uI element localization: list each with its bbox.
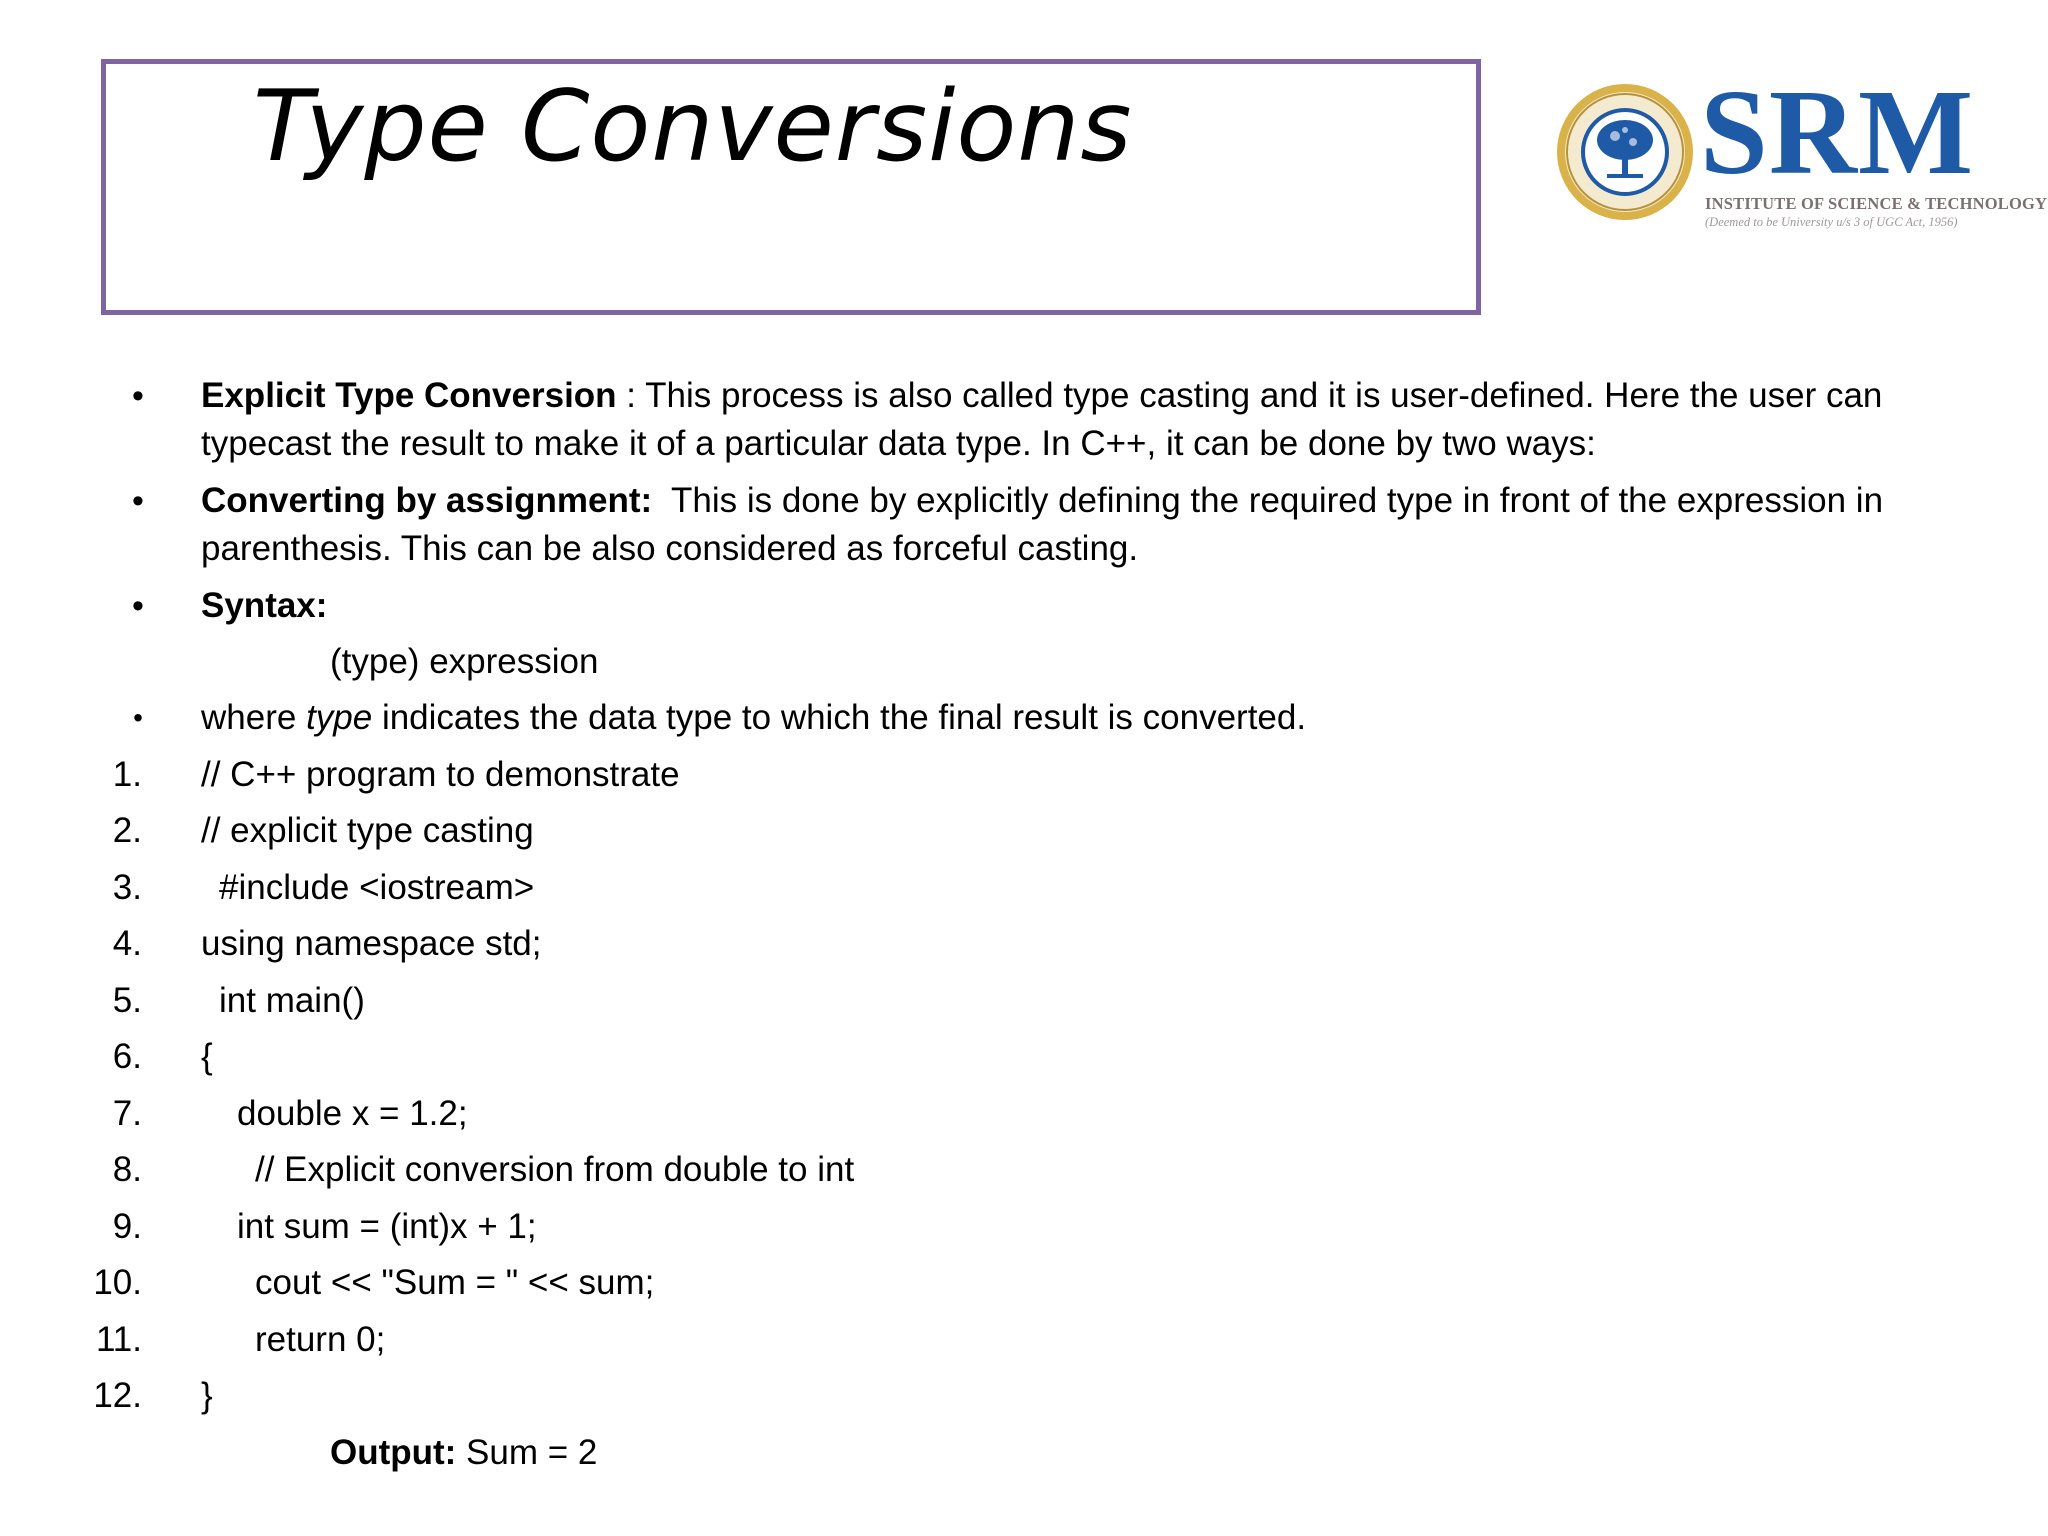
slide-title: Type Conversions bbox=[253, 70, 1133, 184]
bullet-dot: • bbox=[133, 702, 143, 733]
line-number: 1. bbox=[112, 755, 142, 794]
line-number: 9. bbox=[112, 1207, 142, 1246]
university-seal-icon bbox=[1555, 82, 1695, 222]
bullet-body: : This process is also called type casting and it is user-defined. Here the user can typecast the result to make it of a particular data type. In C++, it can be done by two ways: bbox=[201, 376, 1883, 463]
bullet-text bbox=[201, 477, 1941, 573]
bullet-post: indicates the data type to which the final result is converted. bbox=[372, 698, 1307, 737]
bullet-text bbox=[201, 372, 1941, 468]
bullet-text bbox=[201, 694, 1921, 742]
code-text: } bbox=[201, 1376, 213, 1415]
code-text: using namespace std; bbox=[201, 924, 542, 963]
line-number: 5. bbox=[112, 981, 142, 1020]
logo-wordmark: SRM bbox=[1700, 65, 1975, 200]
bullet-pre: where bbox=[201, 698, 307, 737]
bullet-term: Converting by assignment: bbox=[201, 481, 653, 520]
bullet-term: Syntax: bbox=[201, 586, 328, 625]
srm-logo bbox=[1555, 65, 2048, 238]
bullet-dot: • bbox=[132, 587, 144, 625]
logo-subtitle: INSTITUTE OF SCIENCE & TECHNOLOGY bbox=[1705, 194, 2048, 213]
syntax-line: (type) expression bbox=[330, 642, 599, 681]
line-number: 6. bbox=[112, 1037, 142, 1076]
logo-tagline: (Deemed to be University u/s 3 of UGC Act, 1956) bbox=[1705, 215, 1958, 229]
code-text: double x = 1.2; bbox=[237, 1094, 468, 1133]
code-text: // Explicit conversion from double to int bbox=[255, 1150, 855, 1189]
line-number: 2. bbox=[112, 811, 142, 850]
bullet-italic: type bbox=[306, 698, 373, 737]
bullet-term: Explicit Type Conversion bbox=[201, 376, 617, 415]
code-text: int sum = (int)x + 1; bbox=[237, 1207, 537, 1246]
line-number: 10. bbox=[93, 1263, 142, 1302]
line-number: 8. bbox=[112, 1150, 142, 1189]
code-text: #include <iostream> bbox=[219, 868, 535, 907]
bullet-dot: • bbox=[132, 377, 144, 415]
output bbox=[330, 1429, 597, 1477]
code-text: // explicit type casting bbox=[201, 811, 534, 850]
output-value: Sum = 2 bbox=[456, 1433, 598, 1472]
code-text: int main() bbox=[219, 981, 365, 1020]
line-number: 12. bbox=[93, 1376, 142, 1415]
code-text: // C++ program to demonstrate bbox=[201, 755, 680, 794]
code-text: { bbox=[201, 1037, 213, 1076]
output-label: Output: bbox=[330, 1433, 457, 1472]
bullet-body: This is done by explicitly defining the required type in front of the expression in parenthesis. This can be also considered as forceful casting. bbox=[201, 481, 1893, 568]
bullet-dot: • bbox=[132, 482, 144, 520]
line-number: 7. bbox=[112, 1094, 142, 1133]
line-number: 11. bbox=[95, 1320, 142, 1359]
line-number: 4. bbox=[112, 924, 142, 963]
line-number: 3. bbox=[112, 868, 142, 907]
code-text: return 0; bbox=[255, 1320, 386, 1359]
code-text: cout << "Sum = " << sum; bbox=[255, 1263, 655, 1302]
